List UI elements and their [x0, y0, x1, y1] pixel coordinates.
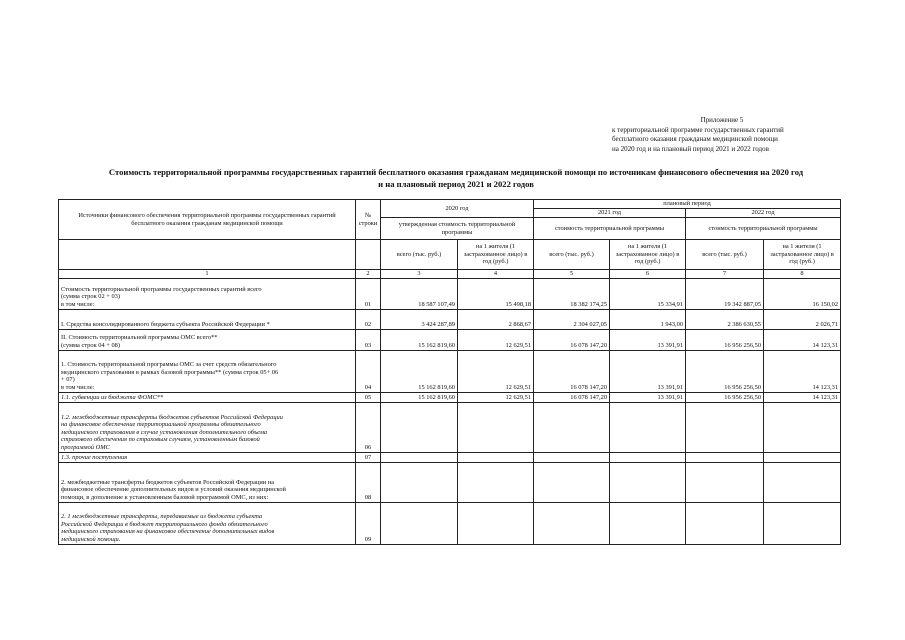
cell-value: 16 956 256,50	[686, 350, 764, 392]
header-cost-2022: стоимость территориальной программы	[686, 218, 841, 240]
appendix-line: бесплатного оказания гражданам медицинской помощи	[612, 135, 778, 143]
row-text: 2. межбюджетные трансферты бюджетов субъектов Российской Федерации на	[61, 478, 275, 486]
cell-value: 15 334,91	[610, 278, 686, 309]
header-total: всего (тыс. руб.)	[381, 240, 458, 270]
cell-value	[458, 452, 534, 462]
cell-value	[381, 402, 458, 452]
row-source-label	[59, 462, 356, 502]
column-number: 6	[610, 270, 686, 279]
row-code: 02	[356, 309, 381, 329]
row-code: 06	[356, 402, 381, 452]
cell-value	[534, 502, 610, 544]
row-code: 09	[356, 502, 381, 544]
cell-value	[686, 462, 764, 502]
header-source: Источники финансового обеспечения территориальной программы государственных гарантий бесплатного оказания гражданам медицинской помощи	[59, 200, 356, 240]
cell-value: 16 150,02	[764, 278, 841, 309]
cell-value: 1 943,00	[610, 309, 686, 329]
row-text: + 07)	[61, 376, 75, 384]
cell-value: 15 498,18	[458, 278, 534, 309]
header-cost-2021: стоимость территориальной программы	[534, 218, 686, 240]
row-text: 1.1. субвенции из бюджета ФОМС**	[61, 394, 164, 401]
column-number: 1	[59, 270, 356, 279]
row-text: страхового обеспечения по страховым случаям, установленным базовой	[61, 436, 260, 444]
column-number: 2	[356, 270, 381, 279]
cell-value	[686, 402, 764, 452]
cell-value	[534, 402, 610, 452]
header-per-capita: на 1 жителя (1 застрахованное лицо) в год (руб.)	[458, 240, 534, 270]
row-text: (сумма строк 04 + 08)	[61, 342, 120, 349]
cell-value: 15 162 819,60	[381, 350, 458, 392]
table-row	[59, 392, 841, 402]
cell-value: 16 078 147,20	[534, 350, 610, 392]
column-number: 5	[534, 270, 610, 279]
header-source-cont	[59, 240, 356, 270]
row-text: медицинского страхования в случае установления дополнительного объема	[61, 428, 268, 436]
cell-value: 12 629,51	[458, 350, 534, 392]
title-line: Стоимость территориальной программы государственных гарантий бесплатного оказания гражданам медицинской помощи по источникам финансового обеспечения на 2020 год	[108, 167, 804, 177]
column-number: 4	[458, 270, 534, 279]
row-code: 05	[356, 392, 381, 402]
cell-value	[381, 502, 458, 544]
document-title	[56, 166, 856, 190]
cell-value: 13 391,91	[610, 392, 686, 402]
cell-value	[534, 452, 610, 462]
cell-value: 15 162 819,60	[381, 392, 458, 402]
table-row	[59, 350, 841, 392]
row-text: Российской Федерации в бюджет территориального фонда обязательного	[61, 520, 268, 528]
header-per-capita: на 1 жителя (1 застрахованное лицо) в год (руб.)	[764, 240, 841, 270]
row-text: программой ОМС	[61, 444, 110, 451]
row-text: в том числе:	[61, 384, 95, 391]
cell-value: 15 162 819,60	[381, 329, 458, 350]
row-source-label	[59, 392, 356, 402]
appendix-note	[612, 116, 842, 154]
appendix-line: на 2020 год и на плановый период 2021 и 2022 годов	[612, 144, 769, 153]
row-source-label	[59, 452, 356, 462]
row-text: 1.2. межбюджетные трансферты бюджетов субъектов Российской Федерации	[61, 413, 283, 421]
row-text: помощи, в дополнение к установленным базовой программой ОМС, из них:	[61, 494, 269, 501]
cell-value: 2 868,67	[458, 309, 534, 329]
row-source-label	[59, 402, 356, 452]
table-row	[59, 329, 841, 350]
financing-table	[58, 199, 841, 545]
cell-value: 14 123,31	[764, 350, 841, 392]
cell-value	[686, 452, 764, 462]
table-row	[59, 462, 841, 502]
cell-value	[381, 462, 458, 502]
cell-value	[610, 462, 686, 502]
cell-value: 12 629,51	[458, 329, 534, 350]
cell-value: 19 342 887,05	[686, 278, 764, 309]
row-code: 03	[356, 329, 381, 350]
header-2021: 2021 год	[534, 209, 686, 218]
column-number: 3	[381, 270, 458, 279]
row-text: на финансовое обеспечение территориальной программы обязательного	[61, 421, 261, 429]
cell-value	[458, 402, 534, 452]
cell-value: 2 386 630,55	[686, 309, 764, 329]
row-text: медицинского страхования на финансовое обеспечение дополнительных видов	[61, 528, 275, 536]
cell-value	[764, 402, 841, 452]
header-per-capita: на 1 жителя (1 застрахованное лицо) в год (руб.)	[610, 240, 686, 270]
row-source-label	[59, 329, 356, 350]
row-source-label	[59, 278, 356, 309]
cell-value	[610, 452, 686, 462]
cell-value: 16 956 256,50	[686, 392, 764, 402]
cell-value: 18 382 174,25	[534, 278, 610, 309]
column-number: 7	[686, 270, 764, 279]
cell-value: 14 123,31	[764, 392, 841, 402]
header-2020: 2020 год	[381, 200, 534, 218]
appendix-line: к территориальной программе государственных гарантий	[612, 125, 784, 134]
row-text	[61, 471, 353, 479]
cell-value	[610, 402, 686, 452]
cell-value	[686, 502, 764, 544]
row-code: 04	[356, 350, 381, 392]
header-row-number: № строки	[356, 200, 381, 240]
row-code: 08	[356, 462, 381, 502]
cell-value: 18 587 107,49	[381, 278, 458, 309]
cell-value	[764, 452, 841, 462]
cell-value	[381, 452, 458, 462]
cell-value: 13 391,91	[610, 350, 686, 392]
row-source-label	[59, 502, 356, 544]
table-row	[59, 278, 841, 309]
cell-value	[534, 462, 610, 502]
header-approved-cost: утвержденная стоимость территориальной программы	[381, 218, 534, 240]
cell-value: 16 078 147,20	[534, 329, 610, 350]
cell-value: 14 123,31	[764, 329, 841, 350]
cell-value	[458, 462, 534, 502]
table-row	[59, 309, 841, 329]
cell-value: 12 629,51	[458, 392, 534, 402]
header-row-number-cont	[356, 240, 381, 270]
column-number: 8	[764, 270, 841, 279]
row-text: 1. Стоимость территориальной программы ОМС за счет средств обязательного	[61, 361, 277, 369]
row-source-label	[59, 350, 356, 392]
header-planned-period: плановый период	[534, 200, 841, 209]
table-row	[59, 402, 841, 452]
cell-value: 2 026,71	[764, 309, 841, 329]
row-text: (сумма строк 02 + 03)	[61, 293, 120, 301]
header-total: всего (тыс. руб.)	[534, 240, 610, 270]
table-row	[59, 502, 841, 544]
cell-value	[764, 462, 841, 502]
appendix-number: Приложение 5	[700, 116, 744, 124]
cell-value: 16 078 147,20	[534, 392, 610, 402]
table-row	[59, 452, 841, 462]
cell-value: 16 956 256,50	[686, 329, 764, 350]
header-total: всего (тыс. руб.)	[686, 240, 764, 270]
row-text: 2. 1 межбюджетные трансферты, передаваемые из бюджета субъекта	[61, 513, 263, 521]
row-text: финансовое обеспечение дополнительных видов и условий оказания медицинской	[61, 486, 286, 494]
row-code: 07	[356, 452, 381, 462]
row-text: медицинской помощи.	[61, 536, 121, 543]
row-text: в том числе:	[61, 301, 95, 308]
cell-value: 13 391,91	[610, 329, 686, 350]
row-code: 01	[356, 278, 381, 309]
cell-value	[458, 502, 534, 544]
title-line: и на плановый период 2021 и 2022 годов	[378, 179, 534, 189]
row-text: медицинского страхования в рамках базовой программы** (сумма строк 05+ 06	[61, 368, 279, 376]
row-source-label	[59, 309, 356, 329]
row-text: I. Средства консолидированного бюджета субъекта Российской Федерации *	[61, 321, 270, 328]
cell-value: 2 304 027,05	[534, 309, 610, 329]
row-text: II. Стоимость территориальной программы ОМС всего**	[61, 334, 218, 342]
cell-value	[764, 502, 841, 544]
header-2022: 2022 год	[686, 209, 841, 218]
row-text: Стоимость территориальной программы государственных гарантий всего	[61, 285, 262, 293]
row-text: 1.3. прочие поступления	[61, 454, 128, 461]
cell-value	[610, 502, 686, 544]
cell-value: 3 424 287,89	[381, 309, 458, 329]
